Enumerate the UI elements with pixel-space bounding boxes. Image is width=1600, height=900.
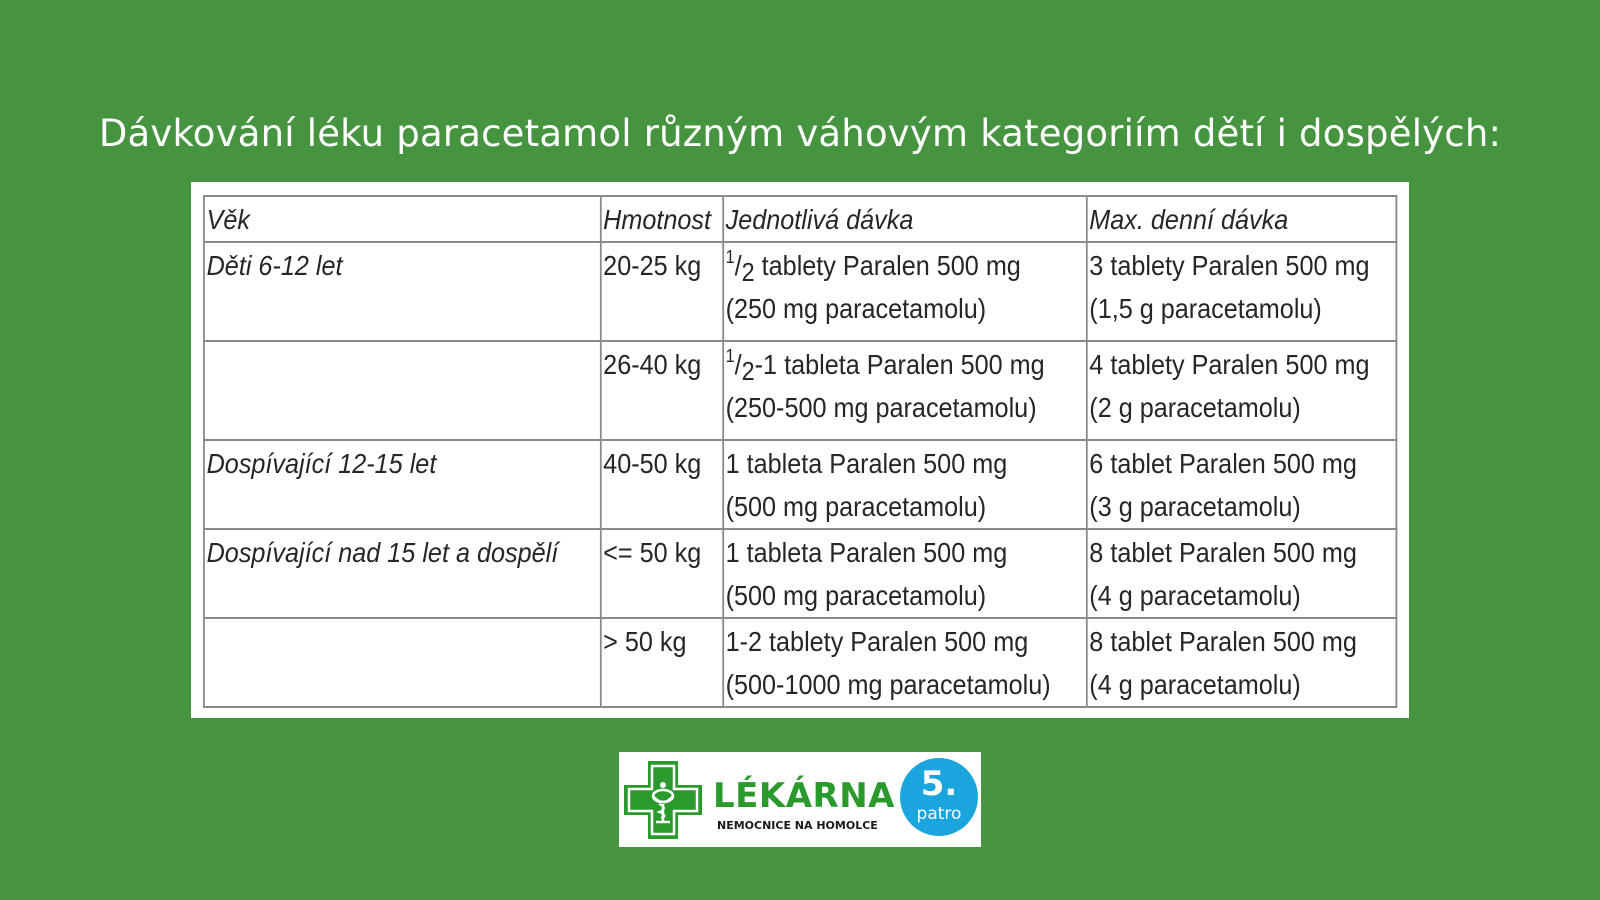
max-dose-cell (1087, 341, 1397, 440)
single-dose-line1: 1 tableta Paralen 500 mg (725, 448, 1008, 479)
max-dose-line2: (3 g paracetamolu) (1089, 491, 1301, 522)
table-row (204, 618, 1397, 707)
max-dose-line2: (4 g paracetamolu) (1089, 580, 1301, 611)
max-dose-cell (1087, 440, 1397, 529)
fraction-denominator: 2 (741, 356, 755, 386)
floor-number: 5. (920, 764, 958, 804)
single-dose-line2: (500 mg paracetamolu) (725, 491, 987, 522)
single-dose-line2: (500 mg paracetamolu) (725, 580, 987, 611)
max-dose-line2: (4 g paracetamolu) (1089, 669, 1301, 700)
max-dose-line1: 8 tablet Paralen 500 mg (1089, 626, 1357, 657)
single-dose-cell (723, 618, 1087, 707)
fraction-numerator: 1 (725, 247, 735, 267)
age-cell: Dospívající nad 15 let a dospělí (204, 529, 601, 618)
fraction-numerator: 1 (725, 346, 735, 366)
weight-cell: 20-25 kg (600, 242, 722, 341)
header-weight: Hmotnost (600, 196, 722, 242)
single-dose-line1: $^1$/2 tablety Paralen 500 mg (725, 247, 1021, 287)
single-dose-cell (723, 242, 1087, 341)
single-dose-text: tablety Paralen 500 mg (754, 250, 1021, 281)
single-dose-line1: $^1$/2-1 tableta Paralen 500 mg (725, 346, 1045, 386)
max-dose-line2: (2 g paracetamolu) (1089, 392, 1301, 423)
max-dose-line2: (1,5 g paracetamolu) (1089, 293, 1322, 324)
single-dose-cell (723, 341, 1087, 440)
weight-cell: 26-40 kg (600, 341, 722, 440)
single-dose-line1: 1-2 tablety Paralen 500 mg (725, 626, 1029, 657)
age-cell (204, 341, 601, 440)
max-dose-line1: 3 tablety Paralen 500 mg (1089, 250, 1370, 281)
age-cell (204, 618, 601, 707)
single-dose-cell (723, 440, 1087, 529)
max-dose-cell (1087, 618, 1397, 707)
weight-cell: 40-50 kg (600, 440, 722, 529)
max-dose-cell (1087, 242, 1397, 341)
single-dose-line2: (250 mg paracetamolu) (725, 293, 987, 324)
table-row (204, 440, 1397, 529)
single-dose-cell (723, 529, 1087, 618)
single-dose-line2: (250-500 mg paracetamolu) (725, 392, 1037, 423)
logo-subtitle: NEMOCNICE NA HOMOLCE (717, 819, 878, 832)
pharmacy-cross-icon (623, 760, 703, 840)
weight-cell: <= 50 kg (600, 529, 722, 618)
floor-label: patro (916, 804, 962, 824)
header-age: Věk (204, 196, 601, 242)
header-single-dose: Jednotlivá dávka (723, 196, 1087, 242)
max-dose-line1: 8 tablet Paralen 500 mg (1089, 537, 1357, 568)
single-dose-line1: 1 tableta Paralen 500 mg (725, 537, 1008, 568)
fraction-denominator: 2 (741, 257, 755, 287)
floor-badge (900, 758, 978, 836)
single-dose-line2: (500-1000 mg paracetamolu) (725, 669, 1051, 700)
age-cell: Dospívající 12-15 let (204, 440, 601, 529)
table-row (204, 341, 1397, 440)
page-heading: Dávkování léku paracetamol různým váhovým kategoriím dětí i dospělých: (98, 112, 1502, 155)
single-dose-text: -1 tableta Paralen 500 mg (754, 349, 1045, 380)
max-dose-cell (1087, 529, 1397, 618)
dosage-table (203, 195, 1397, 708)
logo-name: LÉKÁRNA (713, 776, 895, 816)
max-dose-line1: 6 tablet Paralen 500 mg (1089, 448, 1357, 479)
max-dose-line1: 4 tablety Paralen 500 mg (1089, 349, 1370, 380)
table-row (204, 242, 1397, 341)
dosage-table-card (191, 182, 1409, 718)
header-max-dose: Max. denní dávka (1087, 196, 1397, 242)
table-header-row (204, 196, 1397, 242)
age-cell: Děti 6-12 let (204, 242, 601, 341)
weight-cell: > 50 kg (600, 618, 722, 707)
pharmacy-logo (619, 752, 981, 847)
table-row (204, 529, 1397, 618)
